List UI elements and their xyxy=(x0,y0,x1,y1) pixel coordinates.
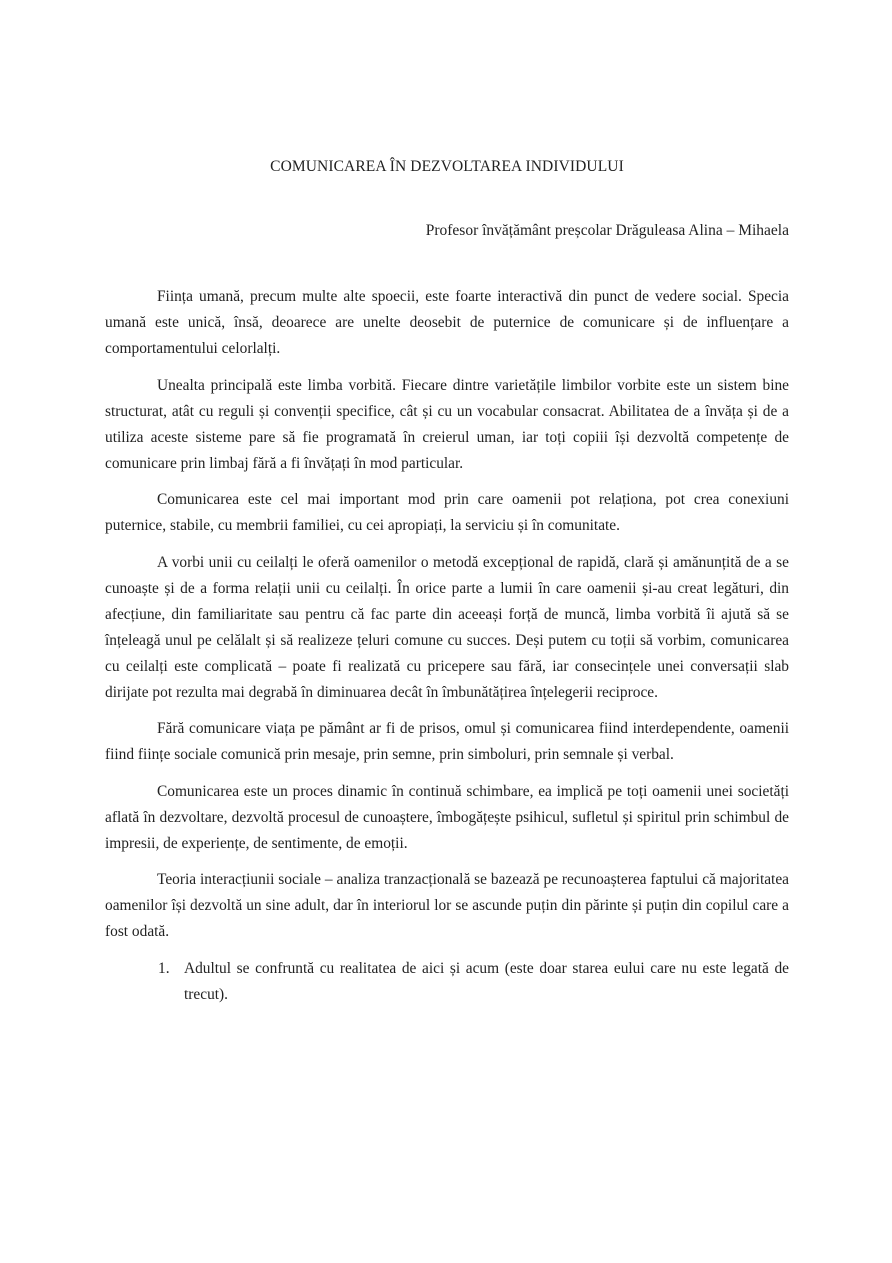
paragraph: Unealta principală este limba vorbită. Fiecare dintre varietățile limbilor vorbite este un sistem bine structurat, atât cu reguli și convenții specifice, cât și cu un vocabular consacrat. Abilitatea de a învăța și de a utiliza aceste sisteme pare să fie programată în creierul uman, iar toți copiii își dezvoltă competențe de comunicare prin limbaj fără a fi învățați în mod particular. xyxy=(105,376,789,472)
paragraph: Fără comunicare viața pe pământ ar fi de prisos, omul și comunicarea fiind interdependente, oamenii fiind ființe sociale comunică prin mesaje, prin semne, prin simboluri, prin semnale și verbal. xyxy=(105,720,789,763)
paragraph: Comunicarea este cel mai important mod prin care oamenii pot relaționa, pot crea conexiuni puternice, stabile, cu membrii familiei, cu cei apropiați, la serviciu și în comunitate. xyxy=(105,491,789,534)
list-item-text: Adultul se confruntă cu realitatea de aici și acum (este doar starea eului care nu este legată de trecut). xyxy=(184,959,789,1003)
numbered-list xyxy=(105,956,789,1008)
paragraph: Comunicarea este un proces dinamic în continuă schimbare, ea implică pe toți oamenii unei societăți aflată în dezvoltare, dezvoltă procesul de cunoaștere, îmbogățește psihicul, sufletul și spiritul prin schimbul de impresii, de experiențe, de sentimente, de emoții. xyxy=(105,782,789,852)
document-title: COMUNICAREA ÎN DEZVOLTAREA INDIVIDULUI xyxy=(270,158,624,175)
document-body xyxy=(105,284,789,1008)
author-line: Profesor învățământ preșcolar Drăguleasa Alina – Mihaela xyxy=(425,222,789,239)
paragraph: Teoria interacțiunii sociale – analiza tranzacțională se bazează pe recunoașterea faptului că majoritatea oamenilor își dezvoltă un sine adult, dar în interiorul lor se ascunde puțin din părinte și puțin din copilul care a fost odată. xyxy=(105,871,789,940)
list-item xyxy=(105,956,789,1008)
paragraph: Ființa umană, precum multe alte spoecii, este foarte interactivă din punct de vedere social. Specia umană este unică, însă, deoarece are unelte deosebit de puternice de comunicare și de influențare a comportamentului celorlalți. xyxy=(105,288,789,357)
list-item-number: 1. xyxy=(158,959,170,977)
paragraph: A vorbi unii cu ceilalți le oferă oamenilor o metodă excepțional de rapidă, clară și amănunțită de a se cunoaște și de a forma relații unii cu ceilalți. În orice parte a lumii în care oamenii și-au creat legături, din afecțiune, din familiaritate sau pentru că fac parte din aceeași forță de muncă, limba vorbită îi ajută să se înțeleagă unul pe celălalt și să realizeze țeluri comune cu succes. Deși putem cu toții să vorbim, comunicarea cu ceilalți este complicată – poate fi realizată cu pricepere sau fără, iar consecințele unei conversații slab dirijate pot rezulta mai degrabă în diminuarea decât în îmbunătățirea înțelegerii reciproce. xyxy=(105,553,789,701)
